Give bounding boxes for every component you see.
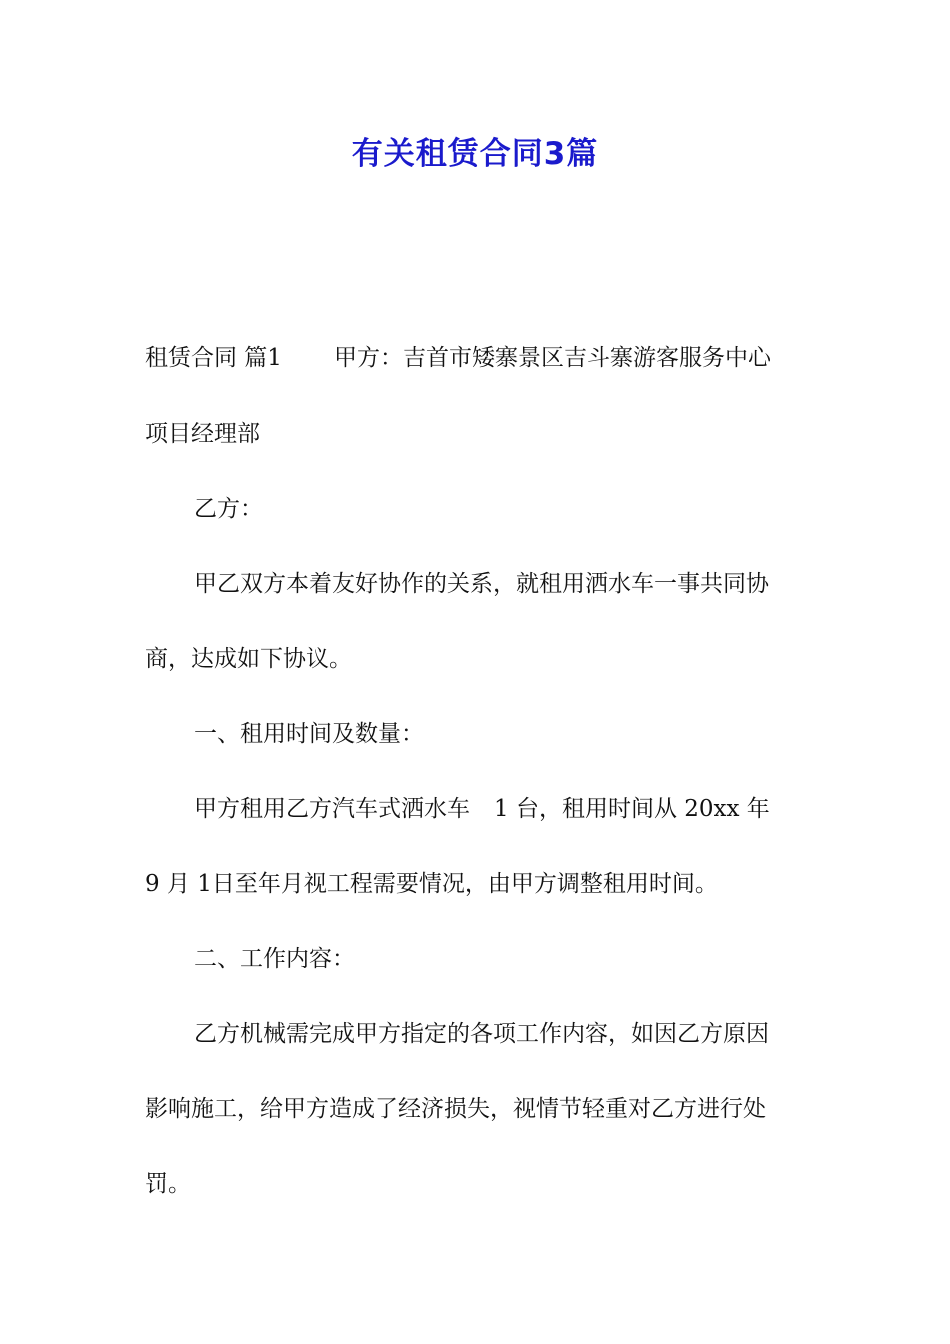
paragraph-line: 影响施工，给甲方造成了经济损失，视情节轻重对乙方进行处	[145, 1096, 766, 1122]
rental-text: 甲方租用乙方汽车式洒水车	[194, 796, 470, 822]
section-heading: 租赁合同 篇1	[145, 345, 282, 371]
paragraph-line: 乙方机械需完成甲方指定的各项工作内容，如因乙方原因	[194, 1021, 769, 1047]
paragraph-line	[194, 794, 770, 824]
paragraph-line: 甲乙双方本着友好协作的关系，就租用洒水车一事共同协	[194, 571, 769, 597]
paragraph-line: 9 月 1日至年月视工程需要情况，由甲方调整租用时间。	[145, 871, 718, 897]
paragraph-line: 一、租用时间及数量：	[194, 721, 424, 747]
paragraph-line: 项目经理部	[145, 421, 260, 447]
paragraph-line: 乙方：	[194, 496, 263, 522]
paragraph-line: 商，达成如下协议。	[145, 646, 352, 672]
party-a-label: 甲方：吉首市矮寨景区吉斗寨游客服务中心	[333, 345, 771, 371]
rental-quantity: 1 台，租用时间从 20xx 年	[494, 796, 770, 822]
paragraph-line	[145, 343, 771, 373]
document-title: 有关租赁合同3篇	[351, 136, 599, 172]
paragraph-line: 罚。	[145, 1171, 191, 1197]
paragraph-line: 二、工作内容：	[194, 946, 355, 972]
